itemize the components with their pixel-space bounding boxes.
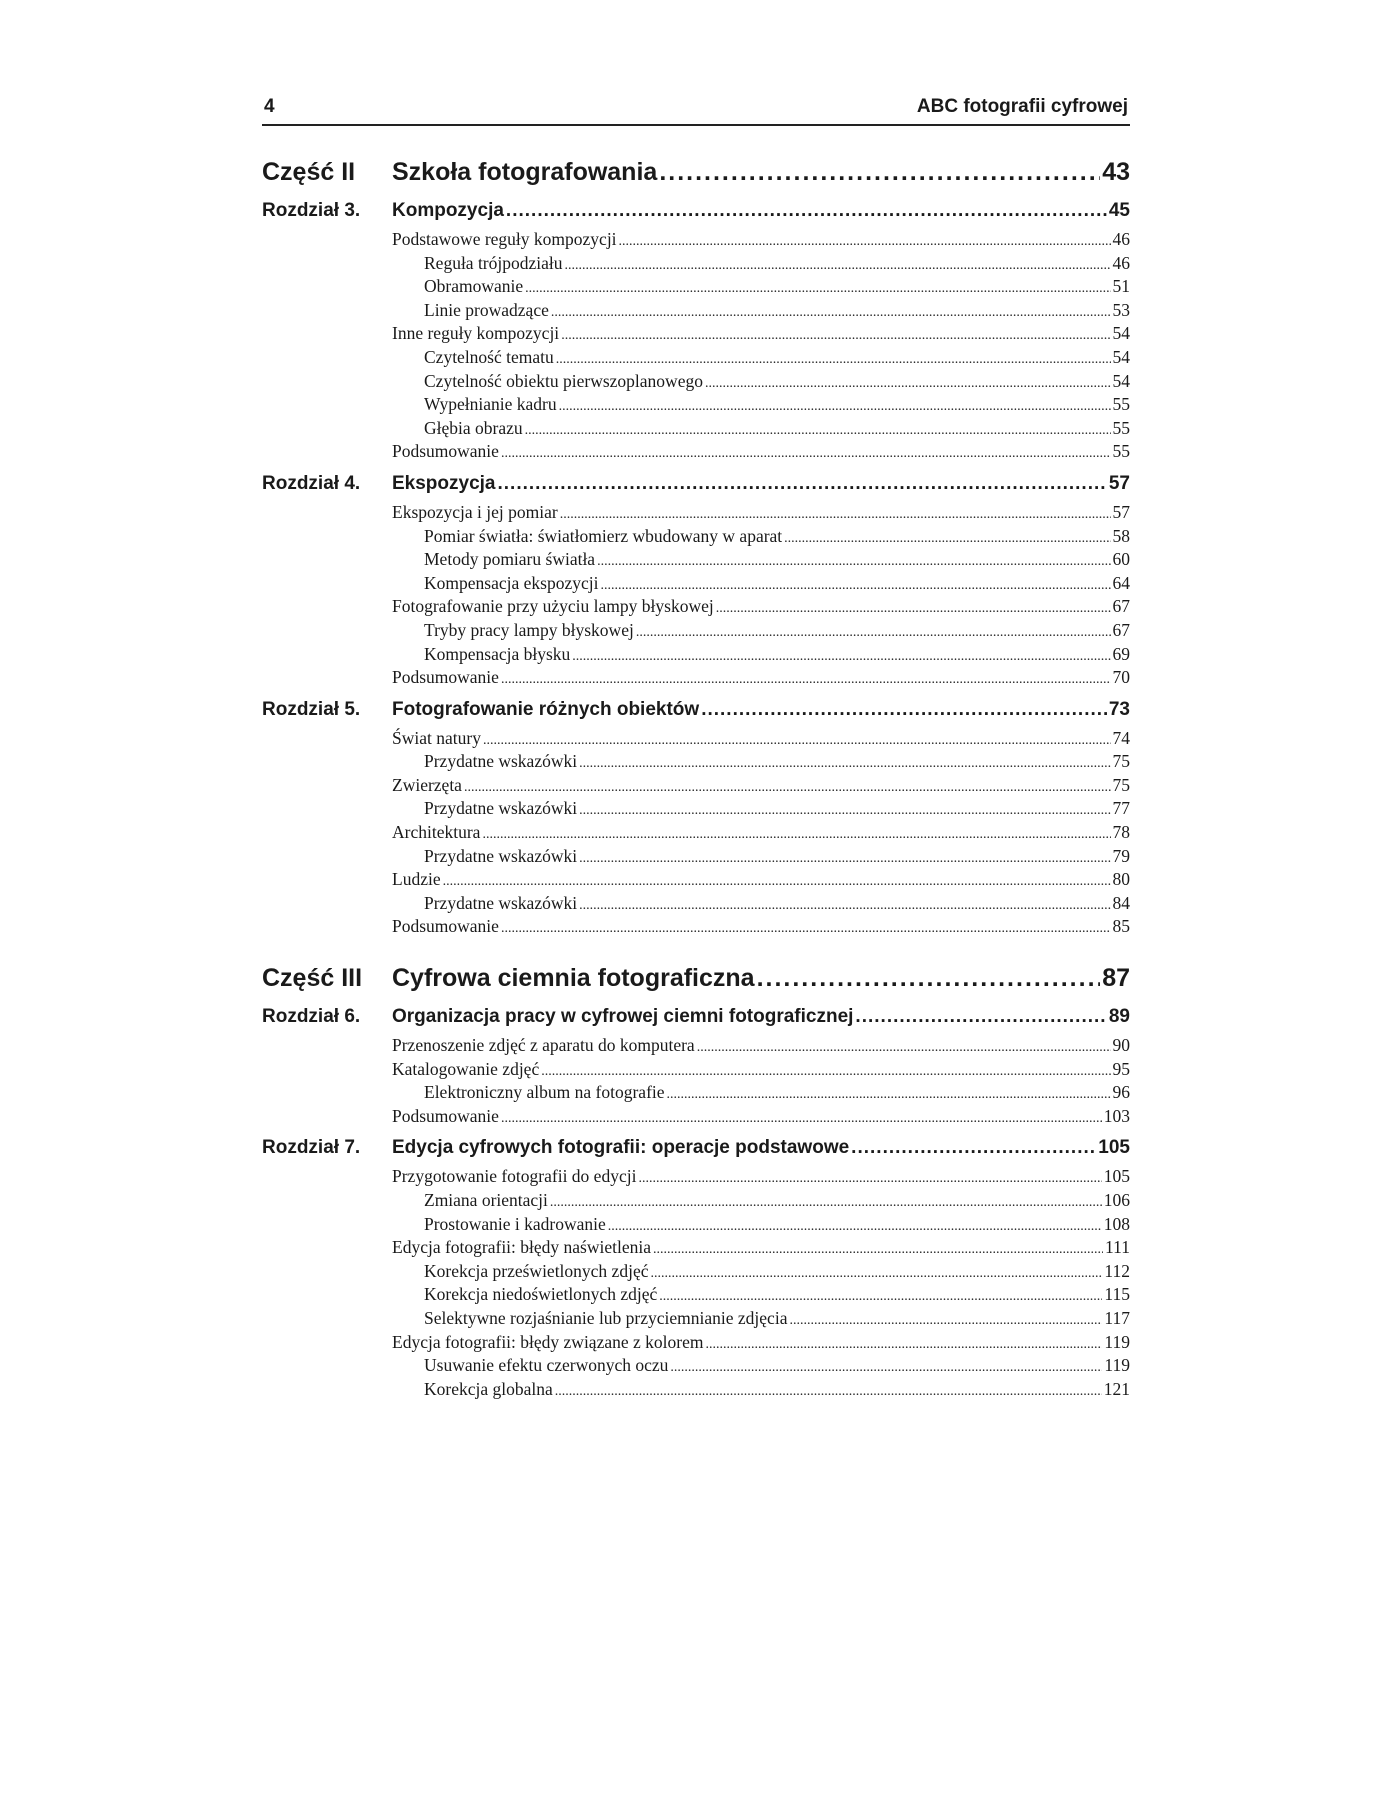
toc-entry-page: 80: [1112, 869, 1130, 890]
toc-section: [262, 526, 1130, 550]
chapter-label: Rozdział 4.: [262, 472, 361, 494]
toc-section: [262, 728, 1130, 752]
toc-section: [262, 229, 1130, 253]
toc-entry-page: 119: [1104, 1331, 1130, 1352]
dot-leader: [501, 441, 1111, 462]
toc-entry-page: 73: [1108, 698, 1130, 720]
toc-chapter: [262, 473, 1130, 502]
toc-entry-line: [392, 1059, 1130, 1080]
toc-entry-line: [424, 644, 1130, 665]
toc-entry-title: Linie prowadzące: [424, 299, 549, 320]
toc-entry-page: 67: [1112, 596, 1130, 617]
toc-entry-line: [424, 253, 1130, 274]
toc-entry-title: Organizacja pracy w cyfrowej ciemni fotograficznej: [392, 1006, 854, 1028]
toc-entry-page: 54: [1112, 346, 1130, 367]
toc-entry-title: Ekspozycja: [392, 472, 496, 494]
toc-section: [262, 1284, 1130, 1308]
toc-entry-title: Ludzie: [392, 869, 441, 890]
toc-entry-title: Przydatne wskazówki: [424, 798, 578, 819]
toc-section: [262, 846, 1130, 870]
toc-entry-title: Cyfrowa ciemnia fotograficzna: [392, 964, 755, 993]
toc-section: [262, 916, 1130, 940]
toc-entry-line: [424, 549, 1130, 570]
toc-entry-title: Przydatne wskazówki: [424, 751, 578, 772]
toc-section: [262, 253, 1130, 277]
toc-entry-line: [424, 371, 1130, 392]
toc-section: [262, 869, 1130, 893]
toc-entry-page: 79: [1112, 845, 1130, 866]
toc-entry-line: [392, 916, 1130, 937]
part-label: Część III: [262, 964, 363, 993]
toc-entry-line: [424, 1261, 1130, 1282]
dot-leader: [482, 822, 1110, 843]
toc-entry-line: [424, 1082, 1130, 1103]
toc-entry-page: 74: [1112, 727, 1130, 748]
toc-entry-title: Wypełnianie kadru: [424, 394, 557, 415]
toc-section: [262, 441, 1130, 465]
toc-entry-page: 75: [1112, 751, 1130, 772]
toc-section: [262, 1106, 1130, 1130]
dot-leader: [560, 502, 1111, 523]
dot-leader: [716, 596, 1111, 617]
toc-section: [262, 644, 1130, 668]
toc-entry-title: Metody pomiaru światła: [424, 549, 596, 570]
running-header-title: ABC fotografii cyfrowej: [916, 96, 1128, 117]
dot-leader: [551, 300, 1111, 321]
dot-leader: [498, 473, 1107, 495]
dot-leader: [556, 347, 1111, 368]
toc-entry-line: [424, 1190, 1130, 1211]
toc-entry-line: [424, 751, 1130, 772]
toc-entry-line: [392, 1137, 1130, 1159]
dot-leader: [757, 964, 1101, 993]
toc-entry-line: [392, 1006, 1130, 1028]
dot-leader: [597, 549, 1110, 570]
toc-entry-page: 67: [1112, 619, 1130, 640]
toc-entry-page: 70: [1112, 667, 1130, 688]
toc-section: [262, 1237, 1130, 1261]
toc-entry-page: 46: [1112, 229, 1130, 249]
toc-entry-page: 84: [1112, 892, 1130, 913]
toc-entry-line: [424, 347, 1130, 368]
toc-chapter: [262, 699, 1130, 728]
toc-entry-line: [424, 1355, 1130, 1376]
toc-entry-title: Czytelność tematu: [424, 346, 554, 367]
toc-entry-line: [392, 473, 1130, 495]
toc-entry-page: 115: [1104, 1284, 1130, 1305]
toc-entry-title: Zmiana orientacji: [424, 1190, 548, 1210]
toc-entry-title: Edycja fotografii: błędy związane z kolorem: [392, 1331, 704, 1352]
toc-section: [262, 1214, 1130, 1238]
toc-entry-page: 105: [1103, 1166, 1130, 1187]
dot-leader: [619, 229, 1111, 250]
toc-entry-title: Podsumowanie: [392, 916, 499, 937]
toc-entry-page: 57: [1112, 501, 1130, 522]
toc-entry-page: 78: [1112, 822, 1130, 843]
toc-entry-line: [392, 1035, 1130, 1056]
toc-entry-page: 112: [1104, 1260, 1130, 1281]
toc-entry-line: [392, 699, 1130, 721]
toc-entry-title: Podsumowanie: [392, 441, 499, 462]
toc-entry-title: Edycja fotografii: błędy naświetlenia: [392, 1237, 652, 1258]
toc-entry-line: [424, 893, 1130, 914]
toc-entry-line: [424, 1379, 1130, 1400]
toc-section: [262, 371, 1130, 395]
running-header: [262, 96, 1130, 124]
dot-leader: [483, 728, 1111, 749]
toc-entry-title: Elektroniczny album na fotografie: [424, 1082, 665, 1103]
dot-leader: [525, 418, 1111, 439]
toc-entry-page: 57: [1108, 472, 1130, 494]
toc-entry-title: Edycja cyfrowych fotografii: operacje podstawowe: [392, 1137, 850, 1159]
toc-entry-title: Kompensacja ekspozycji: [424, 572, 599, 593]
dot-leader: [550, 1190, 1102, 1211]
toc-entry-title: Fotografowanie przy użyciu lampy błyskowej: [392, 596, 714, 617]
toc-entry-line: [424, 573, 1130, 594]
dot-leader: [705, 1332, 1102, 1353]
toc-chapter: [262, 200, 1130, 229]
toc-entry-line: [392, 323, 1130, 344]
toc-entry-page: 96: [1112, 1082, 1130, 1103]
toc-section: [262, 300, 1130, 324]
toc-entry-title: Podsumowanie: [392, 667, 499, 688]
dot-leader: [789, 1308, 1102, 1329]
toc-entry-page: 121: [1103, 1378, 1130, 1399]
toc-section: [262, 549, 1130, 573]
dot-leader: [697, 1035, 1111, 1056]
toc-entry-title: Ekspozycja i jej pomiar: [392, 501, 558, 522]
toc-part: [262, 964, 1130, 1006]
toc-entry-line: [392, 1237, 1130, 1258]
toc-entry-line: [424, 1284, 1130, 1305]
chapter-label: Rozdział 6.: [262, 1006, 361, 1028]
toc-entry-line: [424, 526, 1130, 547]
toc-entry-page: 85: [1112, 916, 1130, 937]
dot-leader: [525, 276, 1110, 297]
dot-leader: [659, 1284, 1102, 1305]
toc-entry-line: [392, 667, 1130, 688]
page-number: 4: [264, 96, 275, 117]
dot-leader: [555, 1379, 1102, 1400]
toc-section: [262, 1332, 1130, 1356]
toc-entry-line: [424, 418, 1130, 439]
dot-leader: [608, 1214, 1102, 1235]
toc-entry-line: [392, 200, 1130, 222]
dot-leader: [541, 1059, 1110, 1080]
toc-entry-page: 55: [1112, 441, 1130, 462]
toc-entry-page: 69: [1112, 643, 1130, 664]
toc-entry-title: Architektura: [392, 822, 481, 843]
toc-entry-page: 108: [1103, 1213, 1130, 1234]
toc-entry-title: Podsumowanie: [392, 1105, 499, 1126]
toc-entry-title: Katalogowanie zdjęć: [392, 1058, 540, 1079]
toc-section: [262, 596, 1130, 620]
toc-section: [262, 276, 1130, 300]
toc-section: [262, 620, 1130, 644]
dot-leader: [636, 620, 1111, 641]
toc-entry-page: 51: [1112, 276, 1130, 297]
toc-section: [262, 1355, 1130, 1379]
dot-leader: [501, 1106, 1102, 1127]
toc-entry-line: [392, 1106, 1130, 1127]
dot-leader: [559, 394, 1111, 415]
toc-entry-line: [424, 1308, 1130, 1329]
dot-leader: [705, 371, 1111, 392]
part-label: Część II: [262, 158, 356, 186]
toc-section: [262, 798, 1130, 822]
toc-entry-title: Korekcja niedoświetlonych zdjęć: [424, 1284, 658, 1305]
toc-entry-title: Prostowanie i kadrowanie: [424, 1213, 606, 1234]
chapter-label: Rozdział 3.: [262, 200, 361, 221]
dot-leader: [579, 893, 1110, 914]
toc-section: [262, 1261, 1130, 1285]
toc-entry-line: [392, 775, 1130, 796]
toc-entry-line: [424, 620, 1130, 641]
toc-entry-line: [424, 276, 1130, 297]
toc-section: [262, 323, 1130, 347]
toc-entry-title: Usuwanie efektu czerwonych oczu: [424, 1355, 669, 1376]
toc-entry-line: [424, 394, 1130, 415]
toc-entry-page: 95: [1112, 1058, 1130, 1079]
toc-entry-page: 75: [1112, 774, 1130, 795]
toc-section: [262, 1166, 1130, 1190]
toc-section: [262, 1035, 1130, 1059]
toc-entry-page: 117: [1104, 1307, 1130, 1328]
chapter-label: Rozdział 7.: [262, 1137, 361, 1159]
toc-entry-page: 106: [1103, 1190, 1130, 1210]
dot-leader: [659, 158, 1100, 187]
dot-leader: [565, 253, 1111, 274]
toc-entry-page: 64: [1112, 572, 1130, 593]
toc-entry-page: 54: [1112, 370, 1130, 391]
dot-leader: [561, 323, 1110, 344]
toc-entry-title: Tryby pracy lampy błyskowej: [424, 619, 634, 640]
toc-entry-title: Świat natury: [392, 727, 481, 748]
toc-entry-title: Przygotowanie fotografii do edycji: [392, 1166, 637, 1187]
toc-section: [262, 1379, 1130, 1403]
toc-entry-line: [392, 502, 1130, 523]
dot-leader: [784, 526, 1110, 547]
dot-leader: [443, 869, 1111, 890]
toc-entry-line: [424, 300, 1130, 321]
toc-entry-page: 43: [1102, 158, 1130, 186]
toc-entry-title: Korekcja prześwietlonych zdjęć: [424, 1260, 649, 1281]
toc-entry-page: 89: [1108, 1006, 1130, 1028]
toc-section: [262, 751, 1130, 775]
toc-entry-title: Czytelność obiektu pierwszoplanowego: [424, 370, 703, 391]
toc-entry-line: [392, 869, 1130, 890]
toc-section: [262, 893, 1130, 917]
toc-entry-title: Fotografowanie różnych obiektów: [392, 698, 700, 720]
toc-entry-title: Przydatne wskazówki: [424, 845, 578, 866]
toc-entry-page: 105: [1098, 1137, 1130, 1159]
dot-leader: [501, 667, 1111, 688]
toc-section: [262, 573, 1130, 597]
dot-leader: [855, 1006, 1106, 1028]
toc-entry-line: [392, 964, 1130, 993]
dot-leader: [670, 1355, 1102, 1376]
toc-entry-line: [392, 822, 1130, 843]
toc-entry-page: 87: [1102, 964, 1130, 993]
toc-entry-line: [392, 728, 1130, 749]
toc-entry-page: 77: [1112, 798, 1130, 819]
toc-entry-line: [392, 441, 1130, 462]
toc-section: [262, 502, 1130, 526]
toc-entry-page: 119: [1104, 1355, 1130, 1376]
toc-entry-title: Korekcja globalna: [424, 1378, 553, 1399]
dot-leader: [650, 1261, 1102, 1282]
toc-section: [262, 667, 1130, 691]
dot-leader: [501, 916, 1111, 937]
dot-leader: [464, 775, 1111, 796]
toc-entry-page: 46: [1112, 252, 1130, 273]
dot-leader: [579, 751, 1110, 772]
toc-entry-page: 53: [1112, 299, 1130, 320]
toc-section: [262, 775, 1130, 799]
dot-leader: [506, 200, 1107, 222]
toc-entry-page: 58: [1112, 525, 1130, 546]
toc-entry-title: Podstawowe reguły kompozycji: [392, 229, 617, 249]
toc-entry-line: [392, 1166, 1130, 1187]
toc-entry-line: [424, 846, 1130, 867]
toc-entry-title: Szkoła fotografowania: [392, 158, 658, 186]
dot-leader: [572, 644, 1110, 665]
toc-section: [262, 347, 1130, 371]
toc-chapter: [262, 1006, 1130, 1035]
toc-entry-page: 54: [1112, 323, 1130, 344]
toc-entry-page: 90: [1112, 1035, 1130, 1056]
toc-entry-line: [392, 1332, 1130, 1353]
toc-section: [262, 822, 1130, 846]
dot-leader: [579, 798, 1110, 819]
toc-entry-line: [392, 229, 1130, 250]
toc-entry-line: [392, 596, 1130, 617]
toc-entry-page: 45: [1108, 200, 1130, 221]
toc-entry-title: Selektywne rozjaśnianie lub przyciemnianie zdjęcia: [424, 1307, 788, 1328]
toc-part: [262, 158, 1130, 200]
toc-entry-title: Przydatne wskazówki: [424, 892, 578, 913]
toc-entry-page: 111: [1105, 1237, 1130, 1258]
toc-entry-page: 55: [1112, 417, 1130, 438]
toc-entry-line: [424, 1214, 1130, 1235]
chapter-label: Rozdział 5.: [262, 698, 361, 720]
toc-section: [262, 418, 1130, 442]
toc-entry-page: 60: [1112, 549, 1130, 570]
toc-entry-title: Kompensacja błysku: [424, 643, 571, 664]
toc-entry-title: Obramowanie: [424, 276, 524, 297]
dot-leader: [667, 1082, 1111, 1103]
table-of-contents: [262, 158, 1130, 1402]
toc-section: [262, 1190, 1130, 1214]
dot-leader: [600, 573, 1110, 594]
header-rule: [262, 124, 1130, 126]
toc-entry-title: Zwierzęta: [392, 774, 462, 795]
toc-entry-title: Inne reguły kompozycji: [392, 323, 560, 344]
toc-entry-page: 103: [1103, 1105, 1130, 1126]
toc-entry-title: Kompozycja: [392, 200, 504, 221]
dot-leader: [638, 1166, 1101, 1187]
dot-leader: [701, 699, 1107, 721]
toc-section: [262, 394, 1130, 418]
dot-leader: [579, 846, 1110, 867]
toc-entry-title: Pomiar światła: światłomierz wbudowany w aparat: [424, 525, 783, 546]
toc-entry-title: Reguła trójpodziału: [424, 252, 563, 273]
toc-entry-page: 55: [1112, 394, 1130, 415]
toc-entry-line: [424, 798, 1130, 819]
toc-entry-line: [392, 158, 1130, 187]
toc-section: [262, 1308, 1130, 1332]
dot-leader: [851, 1137, 1096, 1159]
toc-entry-title: Przenoszenie zdjęć z aparatu do komputera: [392, 1035, 695, 1056]
dot-leader: [653, 1237, 1103, 1258]
toc-section: [262, 1082, 1130, 1106]
toc-chapter: [262, 1137, 1130, 1166]
toc-entry-title: Głębia obrazu: [424, 417, 523, 438]
toc-section: [262, 1059, 1130, 1083]
